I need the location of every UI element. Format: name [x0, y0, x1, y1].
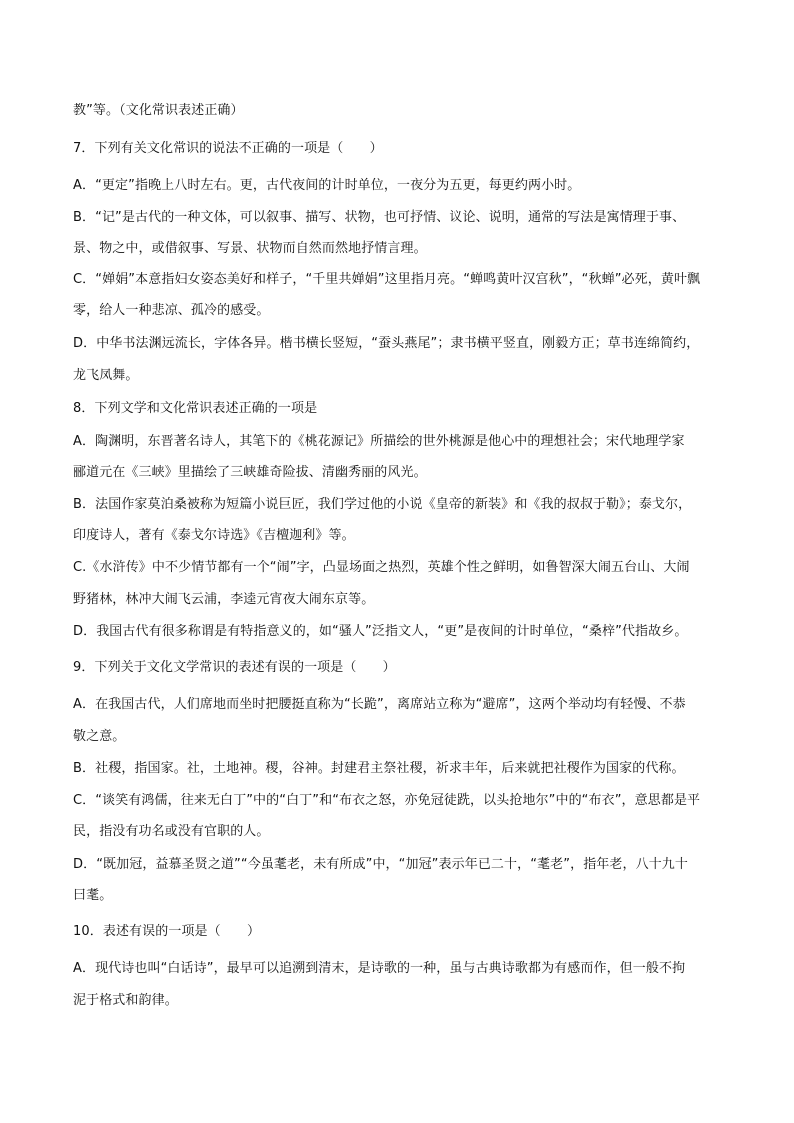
q8-option-d: D．我国古代有很多称谓是有特指意义的，如“骚人”泛指文人，“更”是夜间的计时单位，“桑梓”代指故乡。: [73, 624, 688, 639]
q7-option-b-line1: B．“记”是古代的一种文体，可以叙事、描写、状物，也可抒情、议论、说明，通常的写法是寓情理于事、: [73, 210, 686, 225]
q9-option-c-line1: C．“谈笑有鸿儒，往来无白丁”中的“白丁”和“布衣之怒，亦免冠徒跣，以头抢地尔”中的“布衣”，意思都是平: [73, 793, 701, 808]
q9-option-a-line2: 敬之意。: [73, 729, 126, 744]
q8-option-a-line1: A．陶渊明，东晋著名诗人，其笔下的《桃花源记》所描绘的世外桃源是他心中的理想社会；宋代地理学家: [73, 434, 685, 449]
q8-option-c-line2: 野猪林，林冲大闹飞云浦，李逵元宵夜大闹东京等。: [73, 592, 375, 607]
question-10-stem: 10．表述有误的一项是（ ）: [73, 924, 261, 939]
question-9-stem: 9．下列关于文化文学常识的表述有误的一项是（ ）: [73, 660, 396, 675]
q9-option-d-line2: 曰耄。: [73, 888, 113, 903]
q8-option-b-line2: 印度诗人，著有《泰戈尔诗选》《吉檀迦利》等。: [73, 528, 355, 543]
q9-option-c-line2: 民，指没有功名或没有官职的人。: [73, 824, 270, 839]
q8-option-b-line1: B．法国作家莫泊桑被称为短篇小说巨匠，我们学过他的小说《皇帝的新装》和《我的叔叔于勒》；泰戈尔，: [73, 497, 692, 512]
q10-option-a-line1: A．现代诗也叫“白话诗”，最早可以追溯到清末，是诗歌的一种，虽与古典诗歌都为有感而作，但一般不拘: [73, 961, 686, 976]
text-line-continuation: 教”等。（文化常识表述正确）: [73, 103, 244, 118]
q8-option-c-line1: C.《水浒传》中不少情节都有一个“闹”字，凸显场面之热烈，英雄个性之鲜明，如鲁智深大闹五台山、大闹: [73, 560, 690, 575]
q9-option-b: B．社稷，指国家。社，土地神。稷，谷神。封建君主祭社稷，祈求丰年，后来就把社稷作为国家的代称。: [73, 761, 685, 776]
question-7-stem: 7．下列有关文化常识的说法不正确的一项是（ ）: [73, 141, 383, 156]
q10-option-a-line2: 泥于格式和韵律。: [73, 993, 178, 1008]
q9-option-d-line1: D．“既加冠，益慕圣贤之道”“今虽耄老，未有所成”中，“加冠”表示年已二十，“耄老”，指年老，八十九十: [73, 857, 688, 872]
q7-option-d-line2: 龙飞凤舞。: [73, 368, 139, 383]
q7-option-a: A．“更定”指晚上八时左右。更，古代夜间的计时单位，一夜分为五更，每更约两小时。: [73, 178, 581, 193]
q7-option-c-line2: 零，给人一种悲凉、孤冷的感受。: [73, 303, 270, 318]
q8-option-a-line2: 郦道元在《三峡》里描绘了三峡雄奇险拔、清幽秀丽的风光。: [73, 465, 427, 480]
q7-option-c-line1: C．“婵娟”本意指妇女姿态美好和样子，“千里共婵娟”这里指月亮。“蝉鸣黄叶汉宫秋”，“秋蝉”必死，黄叶飘: [73, 272, 701, 287]
q7-option-b-line2: 景、物之中，或借叙事、写景、状物而自然而然地抒情言理。: [73, 241, 427, 256]
q7-option-d-line1: D．中华书法渊远流长，字体各异。楷书横长竖短，“蚕头燕尾”；隶书横平竖直，刚毅方正；草书连绵简约，: [73, 336, 700, 351]
q9-option-a-line1: A．在我国古代，人们席地而坐时把腰挺直称为“长跪”，离席站立称为“避席”，这两个举动均有轻慢、不恭: [73, 697, 686, 712]
question-8-stem: 8．下列文学和文化常识表述正确的一项是: [73, 401, 318, 416]
